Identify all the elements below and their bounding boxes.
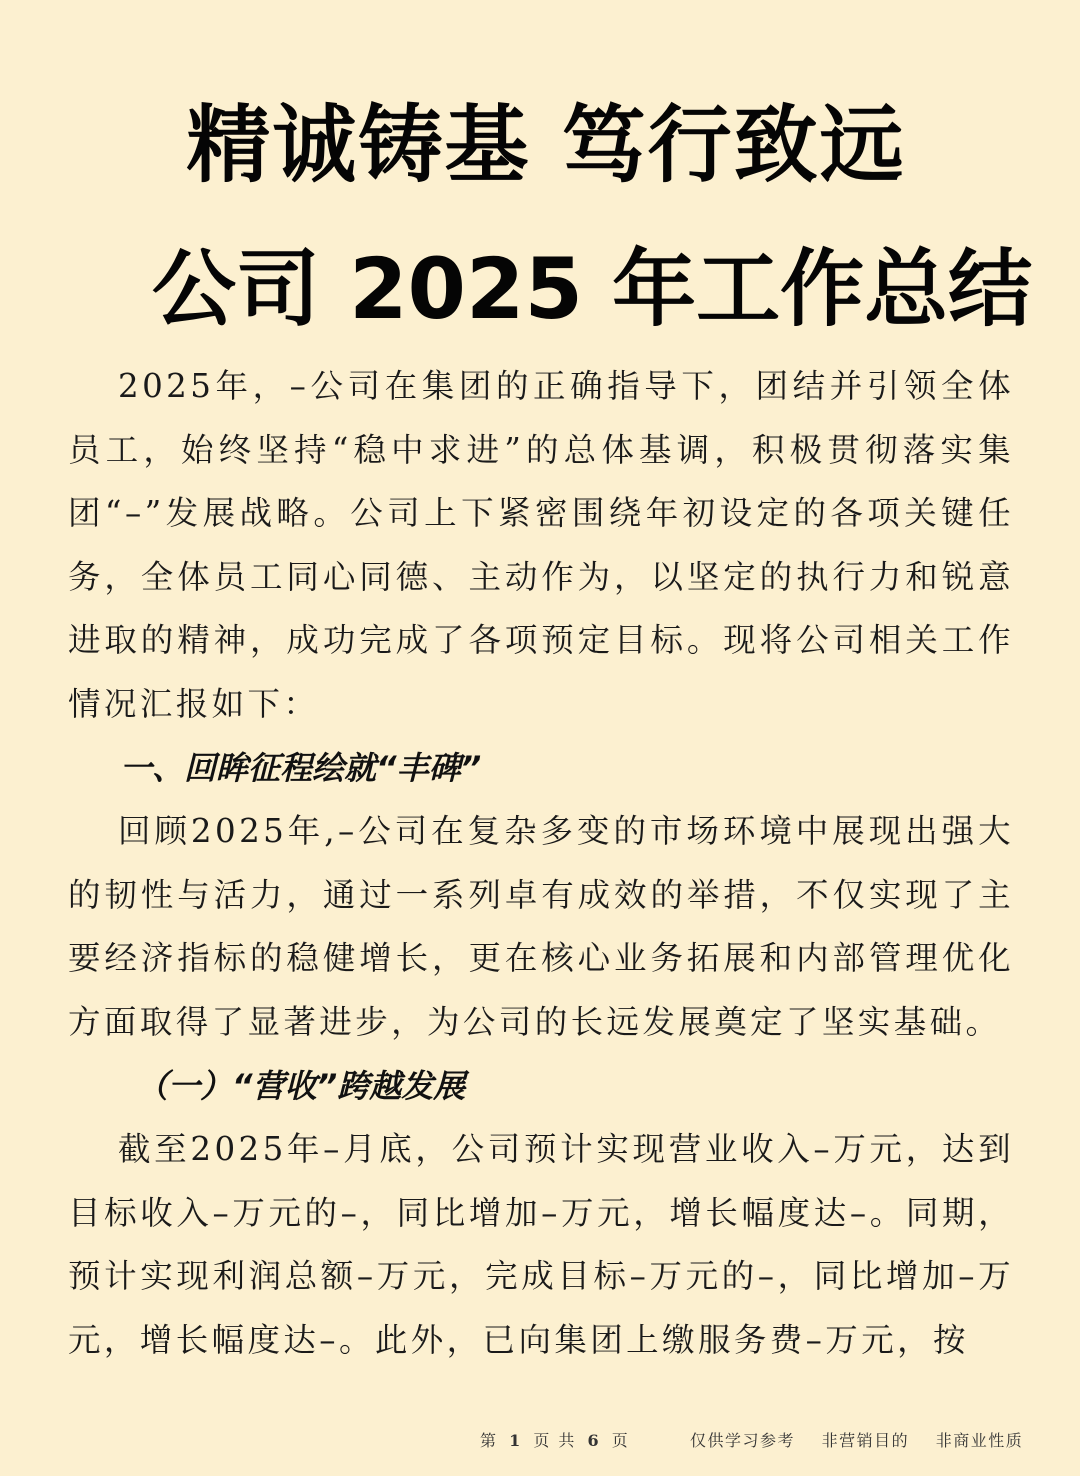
subsection-paragraph: 截至2025年–月底，公司预计实现营业收入–万元，达到目标收入–万元的–，同比增加–万元，增长幅度达–。同期，预计实现利润总额–万元，完成目标–万元的–，同比增加–万元，增长幅度达–。此外，已向集团上缴服务费–万元，按	[68, 1130, 1014, 1359]
document-title: 精诚铸基 笃行致远	[186, 96, 906, 194]
page-prefix: 第	[480, 1431, 499, 1450]
footer-disclaimer	[690, 1428, 1023, 1451]
page-current: 1	[509, 1431, 523, 1450]
section-paragraph: 回顾2025年,–公司在复杂多变的市场环境中展现出强大的韧性与活力，通过一系列卓有成效的举措，不仅实现了主要经济指标的稳健增长，更在核心业务拓展和内部管理优化方面取得了显著进步，为公司的长远发展奠定了坚实基础。	[68, 812, 1014, 1041]
disclaimer-noncommercial: 非商业性质	[935, 1431, 1024, 1450]
subsection-heading: （一）“营收”跨越发展	[136, 1066, 466, 1105]
section-heading: 一、回眸征程绘就“丰碑”	[120, 748, 482, 787]
page-total: 6	[587, 1431, 601, 1450]
page-middle: 页 共	[533, 1431, 577, 1450]
disclaimer-study: 仅供学习参考	[690, 1431, 796, 1450]
page-number	[480, 1428, 630, 1451]
document-body	[68, 355, 1014, 1373]
intro-paragraph: 2025年，–公司在集团的正确指导下，团结并引领全体员工，始终坚持“稳中求进”的总体基调，积极贯彻落实集团“–”发展战略。公司上下紧密围绕年初设定的各项关键任务，全体员工同心同德、主动作为，以坚定的执行力和锐意进取的精神，成功完成了各项预定目标。现将公司相关工作情况汇报如下：	[68, 367, 1014, 723]
disclaimer-nonmarketing: 非营销目的	[821, 1431, 910, 1450]
document-subtitle: 公司 2025 年工作总结	[151, 240, 1033, 338]
page-suffix: 页	[611, 1431, 630, 1450]
